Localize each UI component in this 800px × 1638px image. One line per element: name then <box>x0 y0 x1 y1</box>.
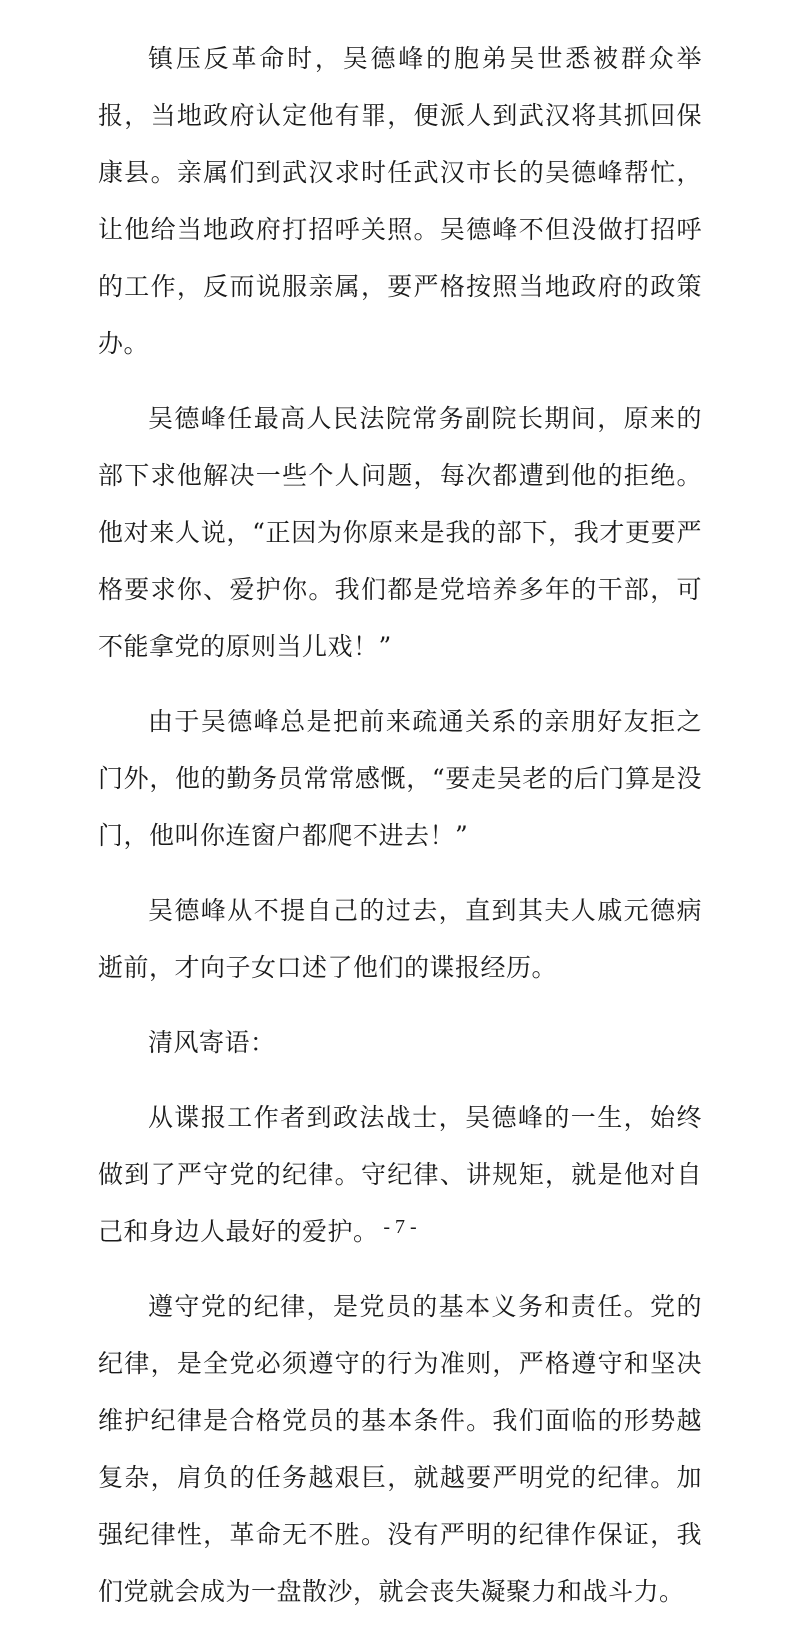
section-heading-qingfeng: 清风寄语： <box>148 1028 276 1057</box>
paragraph-party-discipline: 遵守党的纪律，是党员的基本义务和责任。党的纪律，是全党必须遵守的行为准则，严格遵守和坚决维护纪律是合格党员的基本条件。我们面临的形势越复杂，肩负的任务越艰巨，就越要严明党的纪律。加强纪律性，革命无不胜。没有严明的纪律作保证，我们党就会成为一盘散沙，就会丧失凝聚力和战斗力。 <box>98 1292 702 1606</box>
paragraph-never-mentioned-past: 吴德峰从不提自己的过去，直到其夫人戚元德病逝前，才向子女口述了他们的谍报经历。 <box>98 896 702 982</box>
document-body <box>98 30 702 1638</box>
paragraph-supreme-court-period: 吴德峰任最高人民法院常务副院长期间，原来的部下求他解决一些个人问题，每次都遭到他的拒绝。他对来人说，“正因为你原来是我的部下，我才更要严格要求你、爱护你。我们都是党培养多年的干部，可不能拿党的原则当儿戏！” <box>98 404 702 661</box>
paragraph-discipline-life: 从谍报工作者到政法战士，吴德峰的一生，始终做到了严守党的纪律。守纪律、讲规矩，就是他对自己和身边人最好的爱护。 <box>98 1103 702 1246</box>
page-number: - 7 - <box>383 1216 417 1238</box>
paragraph-no-backdoor: 由于吴德峰总是把前来疏通关系的亲朋好友拒之门外，他的勤务员常常感慨，“要走吴老的后门算是没门，他叫你连窗户都爬不进去！” <box>98 707 702 850</box>
paragraph-suppression-counterrevolution: 镇压反革命时，吴德峰的胞弟吴世悉被群众举报，当地政府认定他有罪，便派人到武汉将其抓回保康县。亲属们到武汉求时任武汉市长的吴德峰帮忙，让他给当地政府打招呼关照。吴德峰不但没做打招呼的工作，反而说服亲属，要严格按照当地政府的政策办。 <box>98 44 702 358</box>
